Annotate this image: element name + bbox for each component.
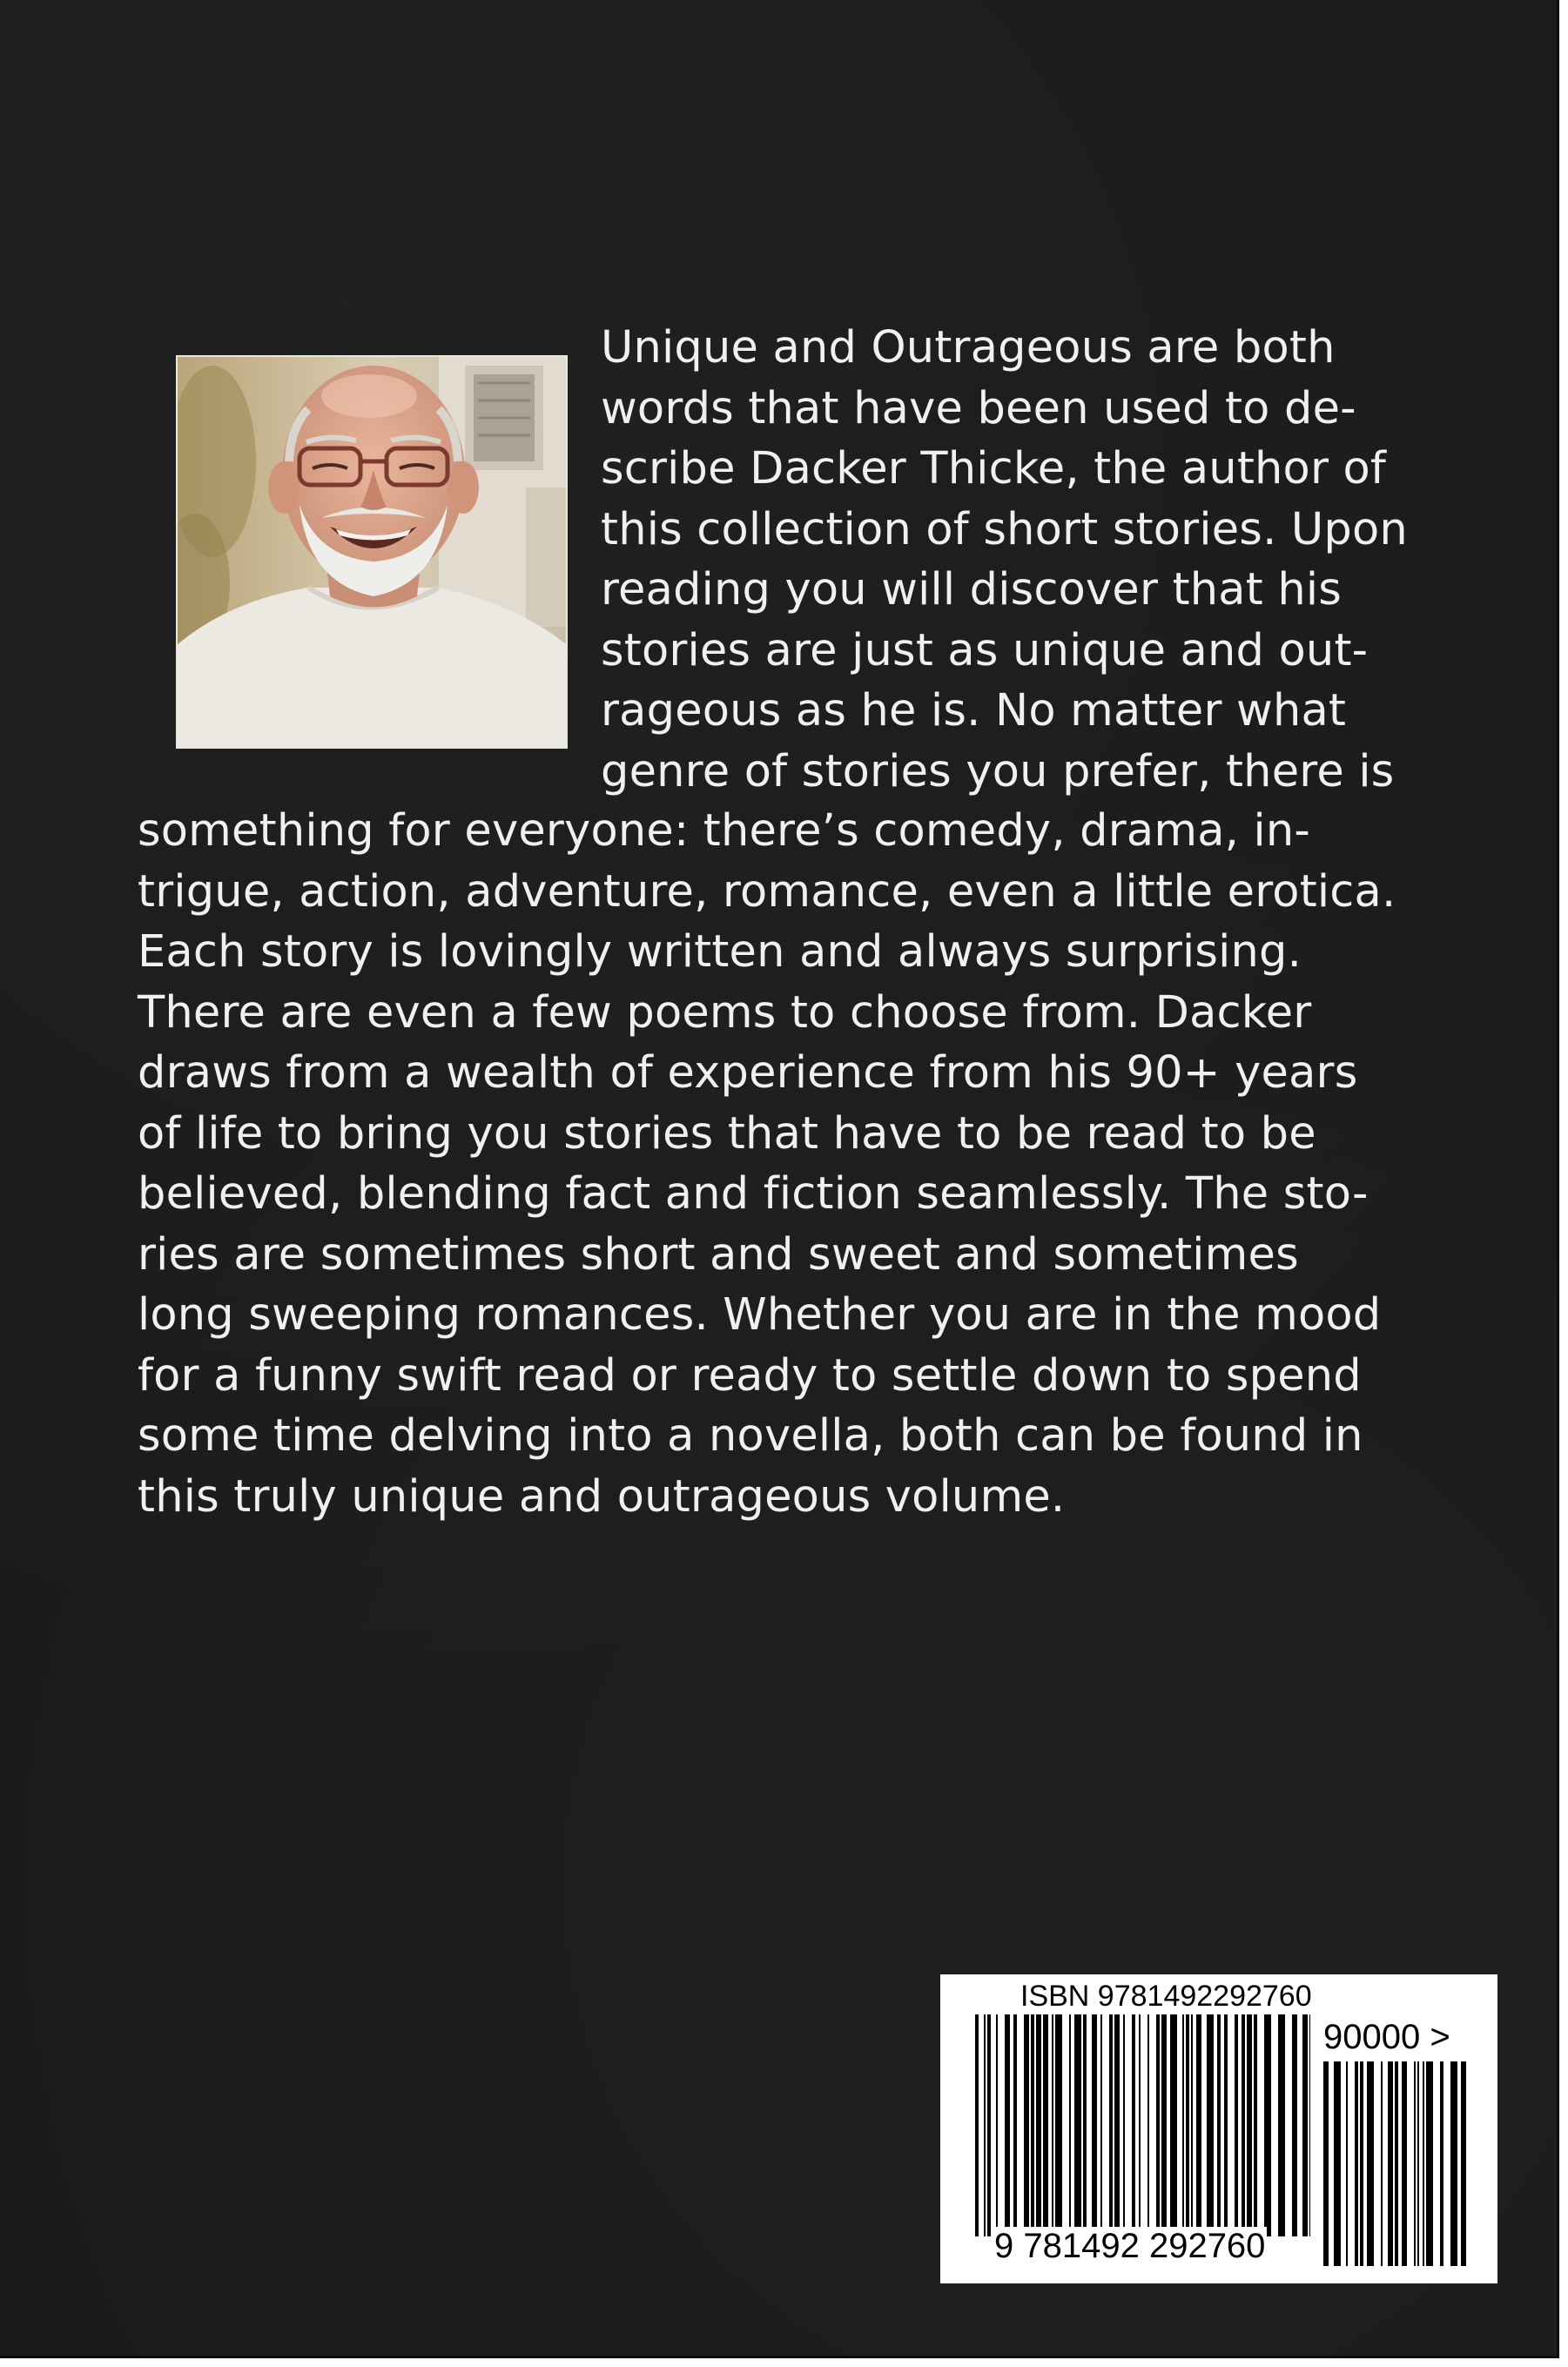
blurb-line: something for everyone: there’s comedy, drama, in-	[138, 805, 1310, 857]
barcode-bar	[1395, 2061, 1398, 2266]
barcode-bar	[1036, 2014, 1041, 2236]
barcode-bar	[1367, 2061, 1374, 2266]
barcode-bar	[1170, 2014, 1177, 2236]
blurb-line: this truly unique and outrageous volume.	[138, 1470, 1066, 1523]
barcode-bar	[1423, 2061, 1424, 2266]
barcode-bar	[1381, 2061, 1383, 2266]
blurb-line: draws from a wealth of experience from his 90+ years	[138, 1047, 1358, 1099]
barcode-bar	[1417, 2061, 1419, 2266]
blurb-line: reading you will discover that his	[601, 564, 1343, 615]
barcode-bar	[1207, 2014, 1214, 2236]
blurb-line: words that have been used to de-	[601, 382, 1356, 434]
barcode-bar	[1123, 2014, 1125, 2236]
blurb-line: genre of stories you prefer, there is	[601, 745, 1395, 797]
blurb-line: trigue, action, adventure, romance, even a little erotica.	[138, 865, 1396, 918]
barcode-bar	[1242, 2014, 1245, 2236]
barcode-bar	[1074, 2014, 1081, 2236]
barcode-bar	[1156, 2014, 1160, 2236]
barcode-bar	[1224, 2014, 1228, 2236]
addon-barcode-bars	[1323, 2061, 1467, 2266]
barcode-bar	[1426, 2061, 1433, 2266]
blurb-line: Each story is lovingly written and always surprising.	[138, 926, 1302, 978]
barcode-bar	[1139, 2014, 1141, 2236]
barcode-bar	[1247, 2014, 1252, 2236]
barcode-bar	[1388, 2061, 1393, 2266]
barcode-bar	[1031, 2014, 1034, 2236]
isbn-label: ISBN 9781492292760	[1020, 1980, 1312, 2013]
barcode-bar	[1461, 2061, 1466, 2266]
barcode-bar	[1309, 2014, 1310, 2236]
barcode-bar	[996, 2014, 998, 2236]
barcode-bar	[1355, 2061, 1358, 2266]
isbn-digits: 9 781492 292760	[994, 2227, 1266, 2265]
barcode-bar	[1334, 2061, 1341, 2266]
barcode-bar	[1402, 2061, 1407, 2266]
barcode-bar	[1414, 2061, 1416, 2266]
barcode-bar	[1235, 2014, 1238, 2236]
barcode-bar	[1191, 2014, 1193, 2236]
blurb-line: of life to bring you stories that have to be read to be	[138, 1107, 1316, 1160]
blurb-line: Unique and Outrageous are both	[601, 322, 1336, 373]
barcode-bar	[1182, 2014, 1184, 2236]
price-code-label: 90000 >	[1323, 2018, 1450, 2056]
blurb-text-full	[138, 801, 1396, 1527]
blurb-line: some time delving into a novella, both can be found in	[138, 1410, 1363, 1462]
barcode-bar	[1132, 2014, 1135, 2236]
barcode-bar	[1292, 2014, 1297, 2236]
barcode-bar	[987, 2014, 991, 2236]
blurb-line: stories are just as unique and out-	[601, 624, 1369, 676]
barcode-bar	[1005, 2014, 1010, 2236]
barcode-bar	[1217, 2014, 1221, 2236]
barcode-bar	[1069, 2014, 1071, 2236]
barcode-bar	[1100, 2014, 1102, 2236]
barcode-bar	[1346, 2061, 1348, 2266]
blurb-text-wrapped	[601, 318, 1408, 802]
blurb-line: long sweeping romances. Whether you are in the mood	[138, 1289, 1382, 1341]
barcode-bar	[1186, 2014, 1189, 2236]
blurb-line: rageous as he is. No matter what	[601, 685, 1347, 736]
barcode-bar	[1254, 2014, 1257, 2236]
author-photo	[176, 355, 568, 749]
blurb-line: ries are sometimes short and sweet and sometimes	[138, 1228, 1299, 1281]
blurb-line: this collection of short stories. Upon	[601, 503, 1408, 555]
blurb-line: There are even a few poems to choose from. Dacker	[138, 986, 1312, 1039]
barcode-bar	[1278, 2014, 1285, 2236]
blurb-line: scribe Dacker Thicke, the author of	[601, 443, 1387, 494]
barcode-bar	[975, 2014, 979, 2236]
barcode-bar	[1043, 2014, 1048, 2236]
barcode-bar	[1323, 2061, 1329, 2266]
barcode-bar	[1114, 2014, 1120, 2236]
blurb-line: believed, blending fact and fiction seamlessly. The sto-	[138, 1168, 1369, 1220]
barcode-bar	[984, 2014, 986, 2236]
barcode-bars	[975, 2014, 1310, 2236]
barcode-bar	[1360, 2061, 1363, 2266]
isbn-barcode	[940, 1974, 1497, 2283]
barcode-bar	[1083, 2014, 1087, 2236]
blurb-line: for a funny swift read or ready to settle down to spend	[138, 1349, 1362, 1402]
barcode-bar	[1013, 2014, 1017, 2236]
barcode-bar	[1147, 2014, 1149, 2236]
barcode-bar	[1024, 2014, 1029, 2236]
barcode-bar	[1092, 2014, 1097, 2236]
barcode-bar	[1196, 2014, 1201, 2236]
barcode-bar	[1055, 2014, 1062, 2236]
barcode-bar	[1302, 2014, 1308, 2236]
barcode-bar	[1264, 2014, 1271, 2236]
barcode-bar	[1109, 2014, 1113, 2236]
barcode-bar	[1450, 2061, 1457, 2266]
barcode-bar	[1440, 2061, 1444, 2266]
barcode-bar	[1052, 2014, 1053, 2236]
barcode-bar	[1161, 2014, 1167, 2236]
